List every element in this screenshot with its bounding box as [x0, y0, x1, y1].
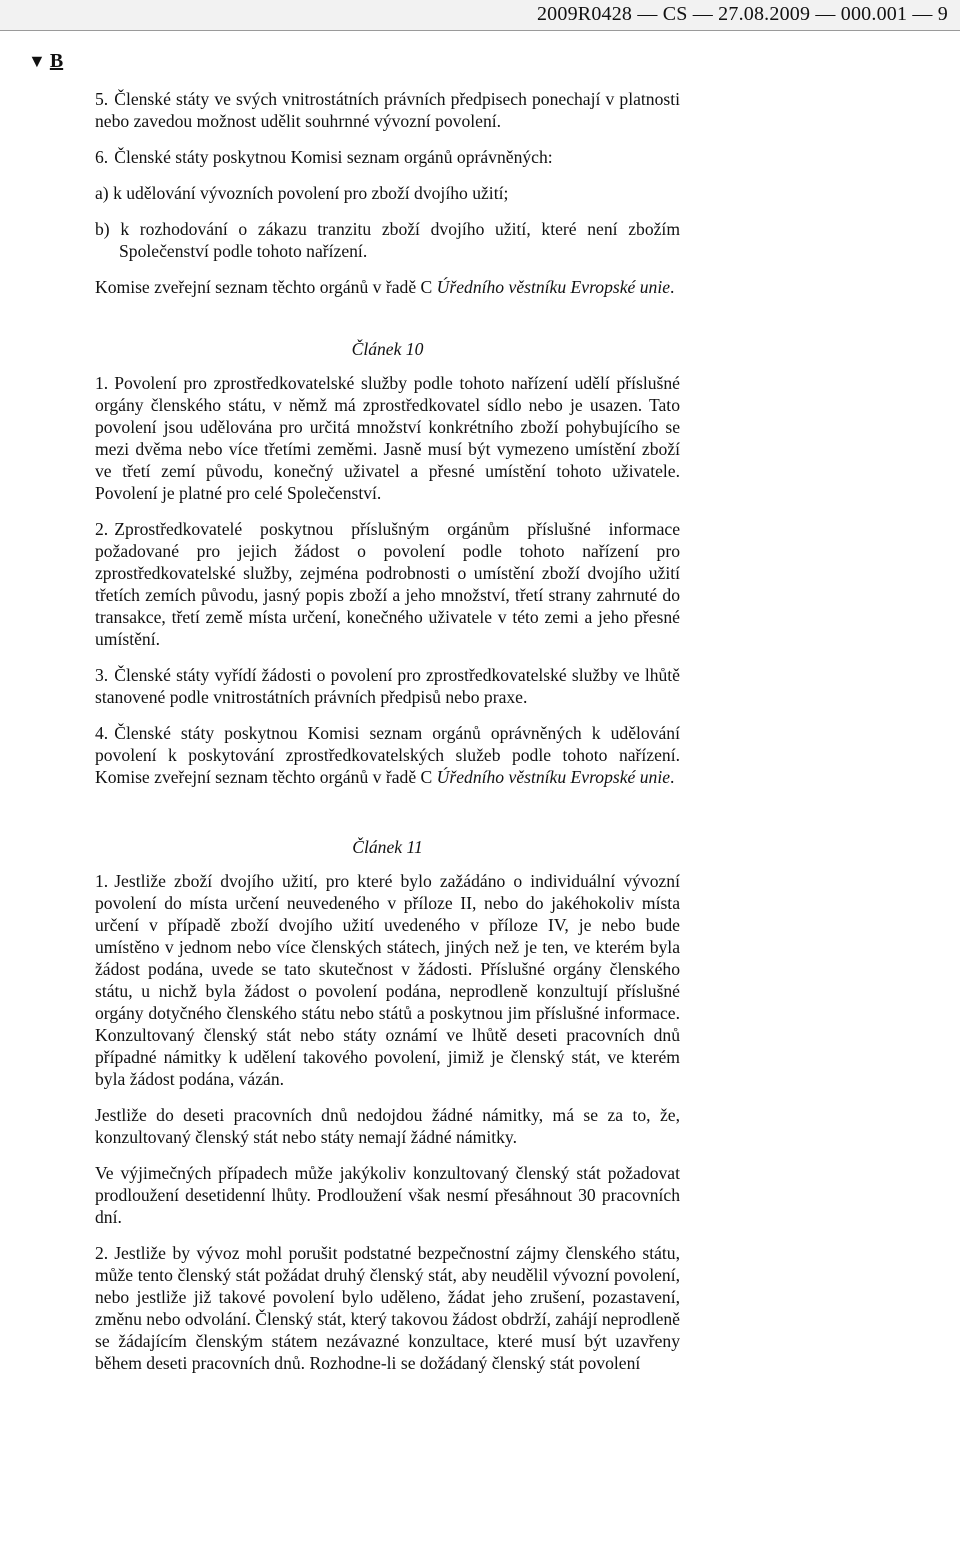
article-11-paragraph-1c: Ve výjimečných případech může jakýkoliv konzultovaný členský stát požadovat prodloužení desetidenní lhůty. Prodloužení však nesmí přesáhnout 30 pracovních dní. [95, 1163, 680, 1227]
paragraph-publication [95, 276, 680, 298]
paragraph-5 [95, 88, 680, 132]
paragraph-text: Členské státy poskytnou Komisi seznam orgánů oprávněných: [114, 147, 553, 167]
triangle-down-icon: ▼ [28, 51, 46, 71]
amendment-letter: B [49, 50, 64, 72]
article-11-paragraph-1 [95, 870, 680, 1090]
paragraph-number: 4. [95, 723, 109, 743]
article-10-heading: Článek 10 [351, 339, 424, 359]
paragraph-number: 6. [95, 147, 109, 167]
paragraph-text: Členské státy vyřídí žádosti o povolení pro zprostředkovatelské služby ve lhůtě stanovené podle vnitrostátních právních předpisů nebo praxe. [95, 665, 680, 707]
paragraph-number: 5. [95, 89, 109, 109]
article-10-paragraph-3 [95, 664, 680, 708]
paragraph-text: Zprostředkovatelé poskytnou příslušným orgánům příslušné informace požadované pro jejich žádost o povolení podle tohoto nařízení pro zprostředkovatelské služby, zejména podrobnosti o umístění zboží dvojího užití třetích zemích původu, jasný popis zboží a jeho množství, třetí strany zahrnuté do transakce, třetí země místa určení, konečného uživatele v této zemi a jeho přesné umístění. [95, 519, 680, 649]
paragraph-6 [95, 146, 680, 168]
paragraph-suffix: . [670, 277, 675, 297]
page-header [0, 0, 960, 31]
paragraph-number: 2. [95, 519, 109, 539]
paragraph-number: 3. [95, 665, 109, 685]
paragraph-text: Komise zveřejní seznam těchto orgánů v řadě C [95, 277, 433, 297]
amendment-marker [28, 50, 63, 73]
article-10-paragraph-1 [95, 372, 680, 504]
paragraph-number: 1. [95, 871, 109, 891]
paragraph-text: Jestliže by vývoz mohl porušit podstatné bezpečnostní zájmy členského státu, může tento členský stát požádat druhý členský stát, aby neudělil vývozní povolení, nebo jestliže již takové povolení bylo uděleno, žádat jeho zrušení, pozastavení, změnu nebo odvolání. Členský stát, který takovou žádost obdrží, zahájí neprodleně se žádajícím členským státem nezávazné konzultace, které musí být uzavřeny během deseti pracovních dnů. Rozhodne-li se dožádaný členský stát povolení [95, 1243, 680, 1373]
paragraph-text: Povolení pro zprostředkovatelské služby podle tohoto nařízení udělí příslušné orgány členského státu, v němž má zprostředkovatel sídlo nebo je usazen. Tato povolení jsou udělována pro určitá množství konkrétního zboží pohybujícího se mezi dvěma nebo více třetími zeměmi. Jasně musí být vymezeno umístění zboží ve třetí zemí původu, konečný uživatel a přesné umístění tohoto uživatele. Povolení je platné pro celé Společenství. [95, 373, 680, 503]
article-11-heading: Článek 11 [352, 837, 423, 857]
paragraph-text: Jestliže zboží dvojího užití, pro které bylo zažádáno o individuální vývozní povolení do místa určení neuvedeného v příloze II, nebo do jakéhokoliv místa určení v případě zboží dvojího užití uvedeného v příloze IV, je nebo bude umístěno v jednom nebo více členských státech, jiných než je ten, ve kterém byla žádost podána, uvede se tato skutečnost v žádosti. Příslušné orgány členského státu, u nichž byla žádost o povolení podána, neprodleně konzultují příslušné orgány dotyčného členského státu nebo států a poskytnou jim příslušné informace. Konzultovaný členský stát nebo státy oznámí ve lhůtě deseti pracovních dnů případné námitky k udělení takového povolení, jimiž je členský stát, ve kterém byla žádost podána, vázán. [95, 871, 680, 1089]
journal-title: Úředního věstníku Evropské unie [436, 277, 671, 297]
article-11-paragraph-2 [95, 1242, 680, 1374]
paragraph-suffix: . [670, 767, 675, 787]
journal-title: Úředního věstníku Evropské unie [436, 767, 671, 787]
article-10-paragraph-4 [95, 722, 680, 788]
list-item-a: a) k udělování vývozních povolení pro zboží dvojího užití; [95, 183, 509, 203]
article-10-paragraph-2 [95, 518, 680, 650]
paragraph-number: 2. [95, 1243, 109, 1263]
document-reference: 2009R0428 — CS — 27.08.2009 — 000.001 — 9 [536, 3, 948, 25]
list-item-b: b) k rozhodování o zákazu tranzitu zboží dvojího užití, které není zbožím Společenství podle tohoto nařízení. [95, 219, 680, 261]
article-11-paragraph-1b: Jestliže do deseti pracovních dnů nedojdou žádné námitky, má se za to, že, konzultovaný členský stát nebo státy nemají žádné námitky. [95, 1105, 680, 1147]
document-body [95, 88, 680, 1388]
paragraph-text: Členské státy poskytnou Komisi seznam orgánů oprávněných k udělování povolení k poskytování zprostředkovatelských služeb podle tohoto nařízení. Komise zveřejní seznam těchto orgánů v řadě C [95, 723, 680, 787]
paragraph-number: 1. [95, 373, 109, 393]
paragraph-text: Členské státy ve svých vnitrostátních právních předpisech ponechají v platnosti nebo zavedou možnost udělit souhrnné vývozní povolení. [95, 89, 680, 131]
